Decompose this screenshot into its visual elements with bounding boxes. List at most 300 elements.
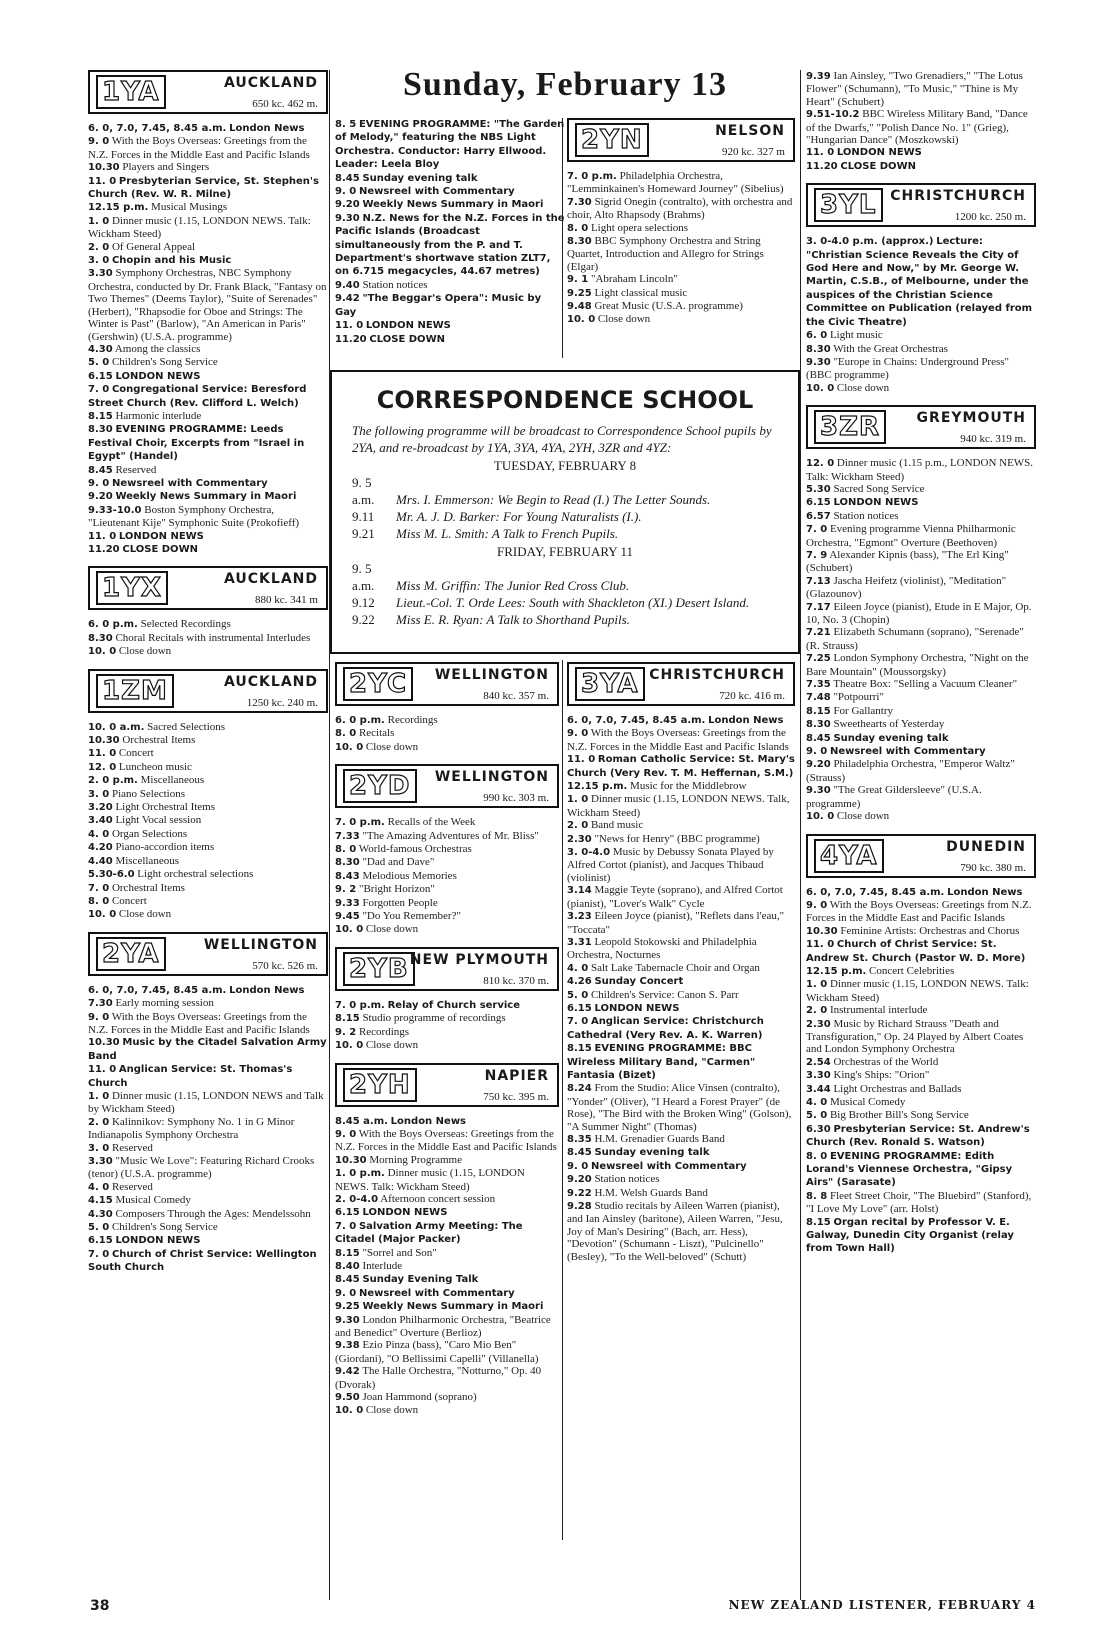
- station-frequency: 790 kc. 380 m.: [960, 861, 1026, 874]
- entry-time: 4.30: [88, 1208, 113, 1220]
- station-block: [567, 118, 795, 327]
- entry-text: Children's Song Service: [111, 1221, 218, 1234]
- entry-time: 12.15 p.m.: [806, 965, 867, 977]
- programme-entry: [806, 925, 1036, 938]
- programme-entry: [567, 1082, 795, 1133]
- entry-time: 4.15: [88, 1195, 113, 1207]
- station-header: [806, 183, 1036, 227]
- programme-entry: [88, 122, 328, 135]
- programme-entry: [567, 222, 795, 235]
- entry-time: 8.35: [567, 1134, 592, 1145]
- station-callsign: 3YL: [814, 188, 883, 222]
- entry-text: Concert: [118, 747, 154, 760]
- entry-time: 7. 0: [88, 384, 110, 396]
- entry-time: 7. 0 p.m.: [335, 999, 385, 1011]
- entry-text: CLOSE DOWN: [369, 333, 445, 345]
- entry-time: 10.30: [335, 1154, 367, 1166]
- programme-entry: [88, 855, 328, 868]
- entry-time: 3.20: [88, 802, 113, 814]
- programme-list: [806, 70, 1036, 173]
- entry-text: Salvation Army Meeting: The Citadel (Major Packer): [335, 1220, 523, 1246]
- entry-time: 9. 0: [567, 728, 589, 740]
- programme-entry: [88, 721, 328, 734]
- entry-time: 6. 0, 7.0, 7.45, 8.45 a.m.: [806, 886, 945, 898]
- entry-text: H.M. Welsh Guards Band: [594, 1186, 708, 1199]
- programme-list: [335, 714, 559, 754]
- programme-entry: [335, 1247, 559, 1260]
- entry-time: 11. 0: [335, 320, 364, 332]
- entry-time: 9.22: [567, 1187, 592, 1199]
- programme-entry: [88, 632, 328, 645]
- programme-entry: [806, 1069, 1036, 1082]
- programme-entry: [88, 1234, 328, 1247]
- entry-text: "The Amazing Adventures of Mr. Bliss": [362, 829, 539, 842]
- entry-time: 9.20: [88, 491, 113, 503]
- entry-time: 9. 0: [335, 186, 357, 198]
- programme-entry: [806, 1018, 1036, 1056]
- entry-time: 2. 0: [88, 241, 110, 253]
- entry-text: Presbyterian Service, St. Stephen's Church (Rev. W. R. Milne): [88, 175, 319, 201]
- entry-text: Congregational Service: Beresford Street Church (Rev. Clifford L. Welch): [88, 384, 307, 409]
- entry-time: 8. 0: [88, 895, 110, 907]
- station-header: [335, 662, 559, 706]
- entry-time: 8. 0: [567, 222, 589, 234]
- station-block: [806, 834, 1036, 1256]
- entry-time: 9. 0: [88, 136, 110, 148]
- entry-time: 1. 0: [88, 1090, 110, 1102]
- entry-time: 10.30: [88, 1037, 120, 1049]
- entry-text: London Symphony Orchestra, "Night on the Bare Mountain" (Moussorgsky): [806, 652, 1029, 678]
- programme-entry: [88, 895, 328, 908]
- entry-time: 2.54: [806, 1056, 831, 1068]
- station-frequency: 1200 kc. 250 m.: [954, 211, 1026, 224]
- cs-item: 9.22 Miss E. R. Ryan: A Talk to Shorthand Pupils.: [352, 612, 630, 627]
- entry-time: 10. 0: [335, 924, 364, 936]
- programme-entry: [335, 1273, 559, 1286]
- entry-text: Recalls of the Week: [387, 816, 476, 829]
- station-city: AUCKLAND: [224, 75, 318, 91]
- station-header: [806, 834, 1036, 878]
- programme-entry: [567, 793, 795, 819]
- entry-time: 6.57: [806, 510, 831, 522]
- entry-time: 9. 0: [88, 1011, 110, 1023]
- station-block: [335, 1063, 559, 1418]
- programme-entry: [335, 185, 565, 198]
- entry-text: Newsreel with Commentary: [358, 186, 515, 198]
- entry-text: From the Studio: Alice Vinsen (contralto), "Yonder" (Oliver), "I Heard a Forest Prayer" (de Rose), "The Bird with the Broken Wing" (Golson), "A Summer Night" (Thomas): [567, 1082, 792, 1133]
- entry-text: LONDON NEWS: [118, 530, 204, 542]
- entry-text: CLOSE DOWN: [122, 544, 198, 555]
- entry-text: Afternoon concert session: [380, 1192, 496, 1205]
- entry-time: 10. 0: [88, 646, 117, 658]
- station-block: [806, 70, 1036, 173]
- entry-text: Morning Programme: [369, 1153, 462, 1166]
- programme-list: [806, 886, 1036, 1256]
- entry-text: Dinner music (1.15, LONDON NEWS. Talk: Wickham Steed): [806, 978, 1029, 1004]
- entry-time: 9.28: [567, 1201, 592, 1213]
- programme-entry: [806, 483, 1036, 496]
- entry-time: 4. 0: [567, 962, 589, 974]
- entry-time: 9.30: [806, 785, 831, 797]
- cs-item: 9. 5 a.m. Miss M. Griffin: The Junior Red Cross Club.: [352, 561, 630, 593]
- programme-entry: [567, 1002, 795, 1015]
- correspondence-title: CORRESPONDENCE SCHOOL: [376, 386, 754, 414]
- programme-entry: [335, 1314, 559, 1340]
- station-callsign: 4YA: [814, 839, 884, 873]
- column-1: [88, 70, 328, 1285]
- station-city: AUCKLAND: [224, 571, 318, 588]
- programme-entry: [88, 383, 328, 410]
- programme-entry: [806, 810, 1036, 823]
- entry-time: 9.38: [335, 1340, 360, 1352]
- programme-entry: [335, 897, 559, 910]
- entry-text: Close down: [836, 810, 890, 823]
- column-2-top: [335, 118, 565, 346]
- programme-entry: [88, 801, 328, 814]
- entry-text: Close down: [365, 923, 419, 936]
- programme-entry: [806, 1216, 1036, 1256]
- entry-text: Close down: [365, 740, 419, 753]
- entry-text: Newsreel with Commentary: [358, 1287, 515, 1299]
- programme-entry: [88, 841, 328, 854]
- programme-entry: [567, 884, 795, 910]
- entry-time: 3.44: [806, 1083, 831, 1095]
- programme-list: [88, 122, 328, 556]
- entry-time: 3.30: [88, 268, 113, 280]
- programme-entry: [88, 464, 328, 477]
- entry-text: "Music We Love": Featuring Richard Crooks (tenor) (U.S.A. programme): [88, 1155, 315, 1181]
- entry-text: Alexander Kipnis (bass), "The Erl King" (Schubert): [806, 548, 1009, 575]
- programme-entry: [806, 1056, 1036, 1069]
- entry-text: Interlude: [362, 1259, 403, 1272]
- entry-text: Sunday Evening Talk: [362, 1274, 479, 1286]
- programme-entry: [806, 356, 1036, 382]
- programme-entry: [806, 705, 1036, 718]
- station-block: [88, 669, 328, 922]
- entry-time: 9.42: [335, 293, 360, 305]
- programme-entry: [806, 784, 1036, 810]
- entry-time: 9.20: [806, 759, 831, 771]
- entry-text: Light orchestral selections: [137, 868, 254, 881]
- station-callsign: 2YA: [96, 937, 166, 971]
- entry-time: 8.45 a.m.: [335, 1115, 388, 1127]
- entry-time: 9.20: [335, 199, 360, 211]
- entry-text: Concert: [111, 894, 147, 907]
- programme-entry: [335, 1039, 559, 1052]
- entry-text: Sunday Concert: [594, 976, 684, 988]
- entry-time: 9.48: [567, 301, 592, 313]
- programme-entry: [335, 727, 559, 740]
- entry-text: Fleet Street Choir, "The Bluebird" (Stanford), "I Love My Love" (arr. Holst): [806, 1189, 1032, 1216]
- programme-list: [335, 1115, 559, 1418]
- programme-entry: [567, 846, 795, 884]
- programme-entry: [806, 343, 1036, 356]
- programme-list: [806, 235, 1036, 395]
- programme-entry: [88, 1142, 328, 1155]
- programme-entry: [806, 652, 1036, 678]
- programme-entry: [335, 1260, 559, 1273]
- entry-time: 6. 0 p.m.: [335, 715, 385, 726]
- entry-text: Light classical music: [594, 286, 688, 299]
- entry-time: 2.30: [806, 1018, 831, 1030]
- programme-entry: [88, 774, 328, 787]
- station-block: [567, 662, 795, 1263]
- entry-text: With the Boys Overseas: Greetings from the N.Z. Forces in the Middle East and Pacific Islands: [335, 1127, 557, 1154]
- station-header: [335, 1063, 559, 1107]
- entry-text: London News: [947, 886, 1023, 898]
- cs-item: 9. 5 a.m. Mrs. I. Emmerson: We Begin to Read (I.) The Letter Sounds.: [352, 475, 711, 507]
- entry-text: Great Music (U.S.A. programme): [594, 300, 743, 313]
- station-block: [335, 764, 559, 937]
- entry-text: Light Orchestras and Ballads: [833, 1082, 962, 1095]
- programme-entry: [335, 714, 559, 727]
- entry-time: 3.40: [88, 815, 113, 827]
- entry-text: Close down: [365, 1404, 419, 1417]
- entry-text: Elizabeth Schumann (soprano), "Serenade" (R. Strauss): [806, 626, 1024, 652]
- entry-text: Eileen Joyce (pianist), Etude in E Major, Op. 10, No. 3 (Chopin): [806, 600, 1032, 626]
- entry-text: Eileen Joyce (pianist), "Reflets dans l'eau," "Toccata": [567, 910, 785, 936]
- entry-time: 8.15: [806, 705, 831, 717]
- entry-time: 8.45: [806, 732, 831, 744]
- entry-text: "Europe in Chains: Underground Press" (BBC programme): [806, 355, 1010, 382]
- programme-entry: [806, 160, 1036, 173]
- entry-text: Newsreel with Commentary: [111, 477, 268, 489]
- entry-time: 6. 0, 7.0, 7.45, 8.45 a.m.: [567, 715, 706, 726]
- entry-time: 8.30: [88, 632, 113, 644]
- station-frequency: 1250 kc. 240 m.: [246, 696, 318, 709]
- station-callsign: 1YX: [96, 571, 168, 605]
- entry-time: 5. 0: [88, 1222, 110, 1234]
- entry-time: 11. 0: [806, 147, 835, 159]
- entry-text: Miscellaneous: [140, 774, 205, 787]
- programme-entry: [335, 212, 565, 279]
- entry-time: 8.43: [335, 870, 360, 882]
- programme-entry: [806, 678, 1036, 691]
- entry-time: 10. 0: [335, 1040, 364, 1052]
- entry-text: Sacred Song Service: [833, 482, 925, 495]
- station-frequency: 940 kc. 319 m.: [960, 433, 1026, 446]
- station-callsign: 2YH: [343, 1068, 417, 1102]
- entry-time: 8.40: [335, 1260, 360, 1272]
- programme-entry: [335, 883, 559, 896]
- entry-text: Recordings: [358, 1025, 410, 1038]
- programme-entry: [88, 788, 328, 801]
- entry-text: "The Beggar's Opera": Music by Gay: [335, 293, 542, 318]
- programme-list: [335, 816, 559, 937]
- programme-entry: [88, 997, 328, 1010]
- entry-time: 9. 2: [335, 884, 357, 896]
- programme-entry: [567, 936, 795, 962]
- entry-time: 3. 0-4.0 p.m. (approx.): [806, 236, 934, 248]
- entry-text: Organ recital by Professor V. E. Galway, Dunedin City Organist (relay from Town Hall): [806, 1216, 1014, 1255]
- programme-entry: [806, 1083, 1036, 1096]
- entry-text: Miscellaneous: [115, 854, 179, 867]
- entry-text: Church of Christ Service: St. Andrew St. Church (Pastor W. D. More): [806, 939, 1026, 964]
- entry-text: "Bright Horizon": [358, 883, 435, 896]
- entry-text: Leopold Stokowski and Philadelphia Orchestra, Nocturnes: [567, 935, 757, 962]
- entry-text: Weekly News Summary in Maori: [362, 199, 544, 211]
- programme-entry: [335, 198, 565, 211]
- station-city: CHRISTCHURCH: [649, 667, 785, 683]
- programme-entry: [88, 241, 328, 254]
- entry-time: 9. 0: [335, 1128, 357, 1140]
- entry-time: 3. 0: [88, 788, 110, 800]
- entry-time: 8.15: [806, 1216, 831, 1228]
- day-label: TUESDAY, FEBRUARY 8: [493, 458, 637, 473]
- entry-text: Kalinnikov: Symphony No. 1 in G Minor Indianapolis Symphony Orchestra: [88, 1115, 295, 1142]
- entry-text: CLOSE DOWN: [840, 160, 916, 172]
- entry-text: Among the classics: [114, 342, 201, 355]
- programme-entry: [806, 745, 1036, 758]
- entry-text: Close down: [118, 645, 172, 658]
- station-header: [335, 947, 559, 991]
- entry-text: EVENING PROGRAMME: Edith Lorand's Viennese Orchestra, "Gipsy Airs" (Sarasate): [806, 1150, 1013, 1189]
- entry-time: 10. 0: [806, 382, 835, 394]
- entry-text: LONDON NEWS: [362, 1207, 448, 1219]
- programme-list: [88, 618, 328, 658]
- programme-entry: [335, 1365, 559, 1391]
- programme-entry: [335, 1404, 559, 1417]
- entry-time: 10.30: [88, 735, 120, 747]
- programme-entry: [567, 1160, 795, 1173]
- entry-text: BBC Wireless Military Band, "Dance of the Dwarfs," "Polish Dance No. 1" (Grieg), "Hungarian Dance" (Moszkowski): [806, 108, 1028, 147]
- entry-text: Musical Comedy: [829, 1096, 906, 1108]
- programme-entry: [567, 300, 795, 313]
- entry-text: Philadelphia Orchestra, "Emperor Waltz" (Strauss): [806, 758, 1015, 784]
- entry-text: Music by Richard Strauss "Death and Transfiguration," Op. 24 Played by Albert Coates and London Symphony Orchestra: [806, 1017, 1024, 1056]
- entry-time: 6. 0 p.m.: [88, 619, 138, 631]
- entry-text: For Gallantry: [833, 704, 894, 717]
- entry-time: 9.25: [335, 1301, 360, 1313]
- programme-entry: [806, 510, 1036, 523]
- programme-entry: [335, 292, 565, 319]
- entry-time: 8.30: [88, 424, 113, 436]
- programme-list: [88, 984, 328, 1275]
- programme-entry: [335, 1026, 559, 1039]
- station-header: [567, 662, 795, 706]
- entry-time: 4. 0: [806, 1097, 828, 1108]
- entry-text: Instrumental interlude: [829, 1004, 928, 1017]
- entry-time: 9.33-10.0: [88, 504, 142, 516]
- programme-entry: [88, 423, 328, 463]
- entry-time: 7. 0: [88, 1248, 110, 1260]
- entry-time: 8. 0: [335, 728, 357, 740]
- programme-entry: [88, 1011, 328, 1037]
- entry-time: 7. 0 p.m.: [567, 171, 617, 182]
- programme-entry: [567, 780, 795, 793]
- entry-time: 8.30: [335, 857, 360, 869]
- entry-time: 8.45: [335, 172, 360, 184]
- entry-text: Big Brother Bill's Song Service: [829, 1109, 969, 1122]
- entry-time: 2. 0-4.0: [335, 1193, 379, 1205]
- entry-time: 11. 0: [88, 1064, 117, 1076]
- programme-entry: [806, 718, 1036, 731]
- programme-list: [335, 118, 565, 346]
- programme-entry: [88, 868, 328, 881]
- programme-entry: [88, 343, 328, 356]
- entry-time: 2.30: [567, 833, 592, 845]
- entry-time: 7.35: [806, 679, 831, 691]
- entry-text: "Dad and Dave": [362, 856, 435, 869]
- programme-entry: [335, 1128, 559, 1154]
- entry-text: King's Ships: "Orion": [833, 1069, 930, 1082]
- station-city: DUNEDIN: [946, 838, 1026, 855]
- entry-time: 9. 0: [806, 746, 828, 758]
- footer-publication: NEW ZEALAND LISTENER, FEBRUARY 4: [728, 1598, 1036, 1612]
- entry-time: 8.24: [567, 1083, 592, 1095]
- entry-time: 9.50: [335, 1392, 360, 1404]
- entry-text: Roman Catholic Service: St. Mary's Church (Very Rev. T. M. Heffernan, S.M.): [567, 754, 795, 779]
- programme-entry: [567, 1015, 795, 1042]
- station-callsign: 1ZM: [96, 674, 174, 708]
- cs-item: 9.21 Miss M. L. Smith: A Talk to French Pupils.: [352, 526, 619, 541]
- programme-entry: [88, 370, 328, 383]
- station-city: GREYMOUTH: [916, 410, 1026, 427]
- entry-text: Dinner music (1.15 p.m., LONDON NEWS. Talk: Wickham Steed): [806, 457, 1034, 483]
- entry-time: 11. 0: [88, 175, 117, 187]
- programme-entry: [88, 1036, 328, 1063]
- entry-text: Salt Lake Tabernacle Choir and Organ: [590, 961, 760, 974]
- programme-entry: [88, 215, 328, 241]
- programme-entry: [806, 146, 1036, 159]
- entry-time: 8.15: [335, 1247, 360, 1259]
- entry-time: 12.15 p.m.: [88, 202, 149, 214]
- entry-time: 5. 0: [567, 989, 589, 1001]
- entry-text: BBC Symphony Orchestra and String Quartet, Introduction and Allegro for Strings (Elgar): [567, 235, 764, 273]
- entry-text: Jascha Heifetz (violinist), "Meditation" (Glazounov): [806, 574, 1007, 601]
- programme-entry: [335, 1220, 559, 1247]
- entry-text: "Do You Remember?": [362, 910, 461, 923]
- entry-time: 5.30-6.0: [88, 869, 135, 881]
- entry-time: 10.30: [88, 162, 120, 174]
- entry-text: EVENING PROGRAMME: BBC Wireless Military Band, "Carmen" Fantasia (Bizet): [567, 1043, 756, 1081]
- entry-time: 6. 0, 7.0, 7.45, 8.45 a.m.: [88, 984, 227, 996]
- entry-text: Sunday evening talk: [594, 1147, 710, 1159]
- entry-text: Anglican Service: Christchurch Cathedral (Very Rev. A. K. Warren): [567, 1016, 764, 1041]
- entry-text: Maggie Teyte (soprano), and Alfred Cortot (pianist), "Lover's Walk" Cycle: [567, 884, 783, 910]
- entry-time: 9.33: [335, 897, 360, 909]
- programme-entry: [335, 1115, 559, 1128]
- entry-time: 6.15: [88, 1235, 113, 1247]
- programme-entry: [88, 984, 328, 997]
- entry-time: 4.40: [88, 855, 113, 867]
- entry-text: LONDON NEWS: [365, 320, 451, 332]
- entry-time: 7. 0 p.m.: [335, 817, 385, 829]
- programme-entry: [335, 1206, 559, 1219]
- station-frequency: 990 kc. 303 m.: [483, 792, 549, 805]
- entry-text: Reserved: [111, 1180, 153, 1193]
- entry-text: Composers Through the Ages: Mendelssohn: [115, 1207, 311, 1220]
- programme-entry: [335, 1391, 559, 1404]
- entry-text: Studio recitals by Aileen Warren (pianist), and Ian Ainsley (baritone), Aileen Warren, "Jesu, Joy of Man's Desiring" (Bach, arr. Hess), "Devotion" (Schumann - Liszt), "Pulcinello" (Besley), "To the Well-beloved" (Schutt): [567, 1200, 783, 1263]
- entry-time: 7.30: [567, 196, 592, 208]
- entry-time: 9. 0: [806, 899, 828, 911]
- entry-time: 7.13: [806, 575, 831, 587]
- entry-text: With the Boys Overseas: Greetings from the N.Z. Forces in the Middle East and Pacific Islands: [88, 1010, 310, 1036]
- entry-time: 2. 0: [88, 1116, 110, 1128]
- entry-time: 4. 0: [88, 828, 110, 840]
- entry-text: Recitals: [358, 727, 395, 740]
- programme-entry: [806, 575, 1036, 601]
- entry-text: Theatre Box: "Selling a Vacuum Cleaner": [833, 678, 1018, 691]
- entry-text: Newsreel with Commentary: [590, 1160, 747, 1172]
- entry-text: Organ Selections: [111, 827, 188, 840]
- entry-text: "Abraham Lincoln": [590, 273, 678, 286]
- entry-time: 9.39: [806, 71, 831, 82]
- entry-text: LONDON NEWS: [115, 370, 201, 382]
- programme-entry: [567, 170, 795, 196]
- programme-entry: [567, 1042, 795, 1082]
